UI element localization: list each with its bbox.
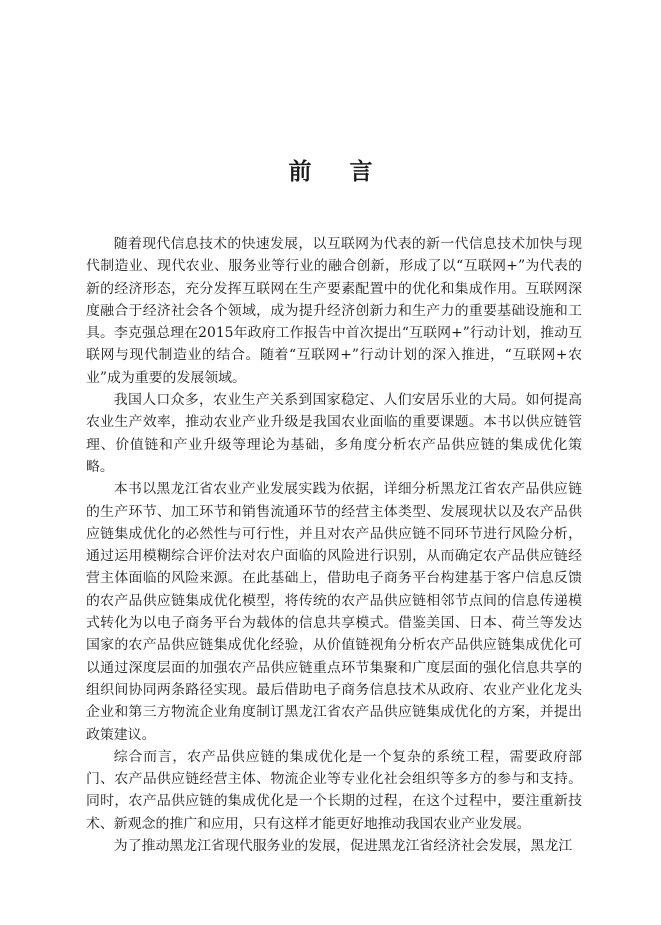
paragraph: 我国人口众多，农业生产关系到国家稳定、人们安居乐业的大局。如何提高农业生产效率，推动农业产业升级是我国农业面临的重要课题。本书以供应链管理、价值链和产业升级等理论为基础，多角度分析农产品供应链的集成优化策略。 (86, 392, 582, 475)
title-char-2: 言 (349, 159, 373, 185)
preface-body (86, 233, 582, 857)
paragraph: 随着现代信息技术的快速发展，以互联网为代表的新一代信息技术加快与现代制造业、现代农业、服务业等行业的融合创新，形成了以“互联网+”为代表的新的经济形态，充分发挥互联网在生产要素配置中的优化和集成作用。互联网深度融合于经济社会各个领域，成为提升经济创新力和生产力的重要基础设施和工具。李克强总理在2015年政府工作报告中首次提出“互联网+”行动计划，推动互联网与现代制造业的结合。随着“互联网+”行动计划的深入推进，“互联网+农业”成为重要的发展领域。 (86, 236, 582, 386)
paragraph: 为了推动黑龙江省现代服务业的发展，促进黑龙江省经济社会发展，黑龙江 (113, 838, 573, 855)
paragraph: 综合而言，农产品供应链的集成优化是一个复杂的系统工程，需要政府部门、农产品供应链经营主体、物流企业等专业化社会组织等多方的参与和支持。同时，农产品供应链的集成优化是一个长期的过程，在这个过程中，要注重新技术、新观念的推广和应用，只有这样才能更好地推动我国农业产业发展。 (86, 748, 582, 832)
title-char-1: 前 (288, 159, 312, 185)
paragraph: 本书以黑龙江省农业产业发展实践为依据，详细分析黑龙江省农产品供应链的生产环节、加工环节和销售流通环节的经营主体类型、发展现状以及农产品供应链集成优化的必然性与可行性，并且对农产品供应链不同环节进行风险分析，通过运用模糊综合评价法对农户面临的风险进行识别，从而确定农产品供应链经营主体面临的风险来源。在此基础上，借助电子商务平台构建基于客户信息反馈的农产品供应链集成优化模型，将传统的农产品供应链相邻节点间的信息传递模式转化为以电子商务平台为载体的信息共享模式。借鉴美国、日本、荷兰等发达国家的农产品供应链集成优化经验，从价值链视角分析农产品供应链集成优化可以通过深度层面的加强农产品供应链重点环节集聚和广度层面的强化信息共享的组织间协同两条路径实现。最后借助电子商务信息技术从政府、农业产业化龙头企业和第三方物流企业角度制订黑龙江省农产品供应链集成优化的方案，并提出政策建议。 (86, 481, 582, 743)
page-title (0, 157, 661, 187)
